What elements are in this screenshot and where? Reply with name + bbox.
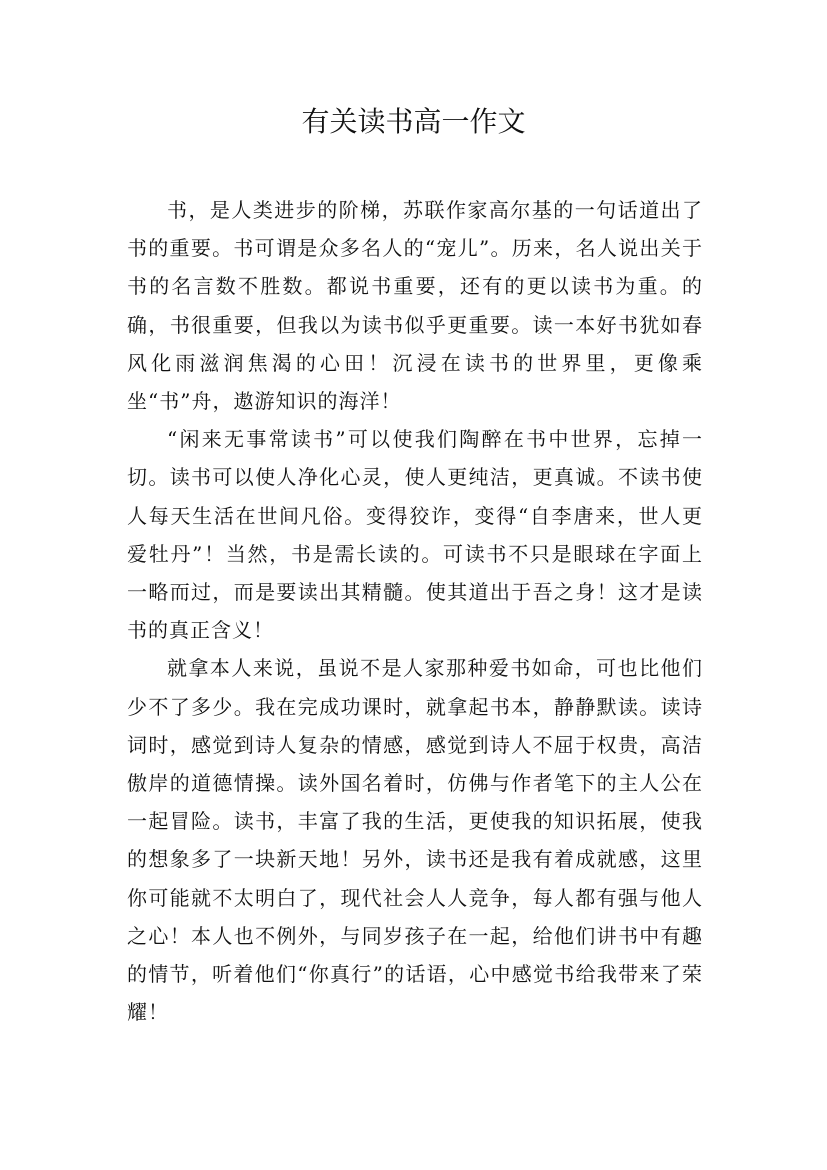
document-title: 有关读书高一作文 [301, 105, 526, 138]
paragraph-2: “闲来无事常读书”可以使我们陶醉在书中世界，忘掉一切。读书可以使人净化心灵，使人更纯洁，更真诚。不读书使人每天生活在世间凡俗。变得狡诈，变得“自李唐来，世人更爱牡丹”！当然，书是需长读的。可读书不只是眼球在字面上一略而过，而是要读出其精髓。使其道出于吾之身！这才是读书的真正含义！ [127, 427, 703, 643]
document-body [127, 191, 703, 1031]
paragraph-3: 就拿本人来说，虽说不是人家那种爱书如命，可也比他们少不了多少。我在完成功课时，就拿起书本，静静默读。读诗词时，感觉到诗人复杂的情感，感觉到诗人不屈于权贵，高洁傲岸的道德情操。读外国名着时，仿佛与作者笔下的主人公在一起冒险。读书，丰富了我的生活，更使我的知识拓展，使我的想象多了一块新天地！另外，读书还是我有着成就感，这里你可能就不太明白了，现代社会人人竞争，每人都有强与他人之心！本人也不例外，与同岁孩子在一起，给他们讲书中有趣的情节，听着他们“你真行”的话语，心中感觉书给我带来了荣耀！ [127, 656, 703, 1025]
paragraph-1: 书，是人类进步的阶梯，苏联作家高尔基的一句话道出了书的重要。书可谓是众多名人的“宠儿”。历来，名人说出关于书的名言数不胜数。都说书重要，还有的更以读书为重。的确，书很重要，但我以为读书似乎更重要。读一本好书犹如春风化雨滋润焦渴的心田！沉浸在读书的世界里，更像乘坐“书”舟，遨游知识的海洋！ [127, 198, 703, 414]
